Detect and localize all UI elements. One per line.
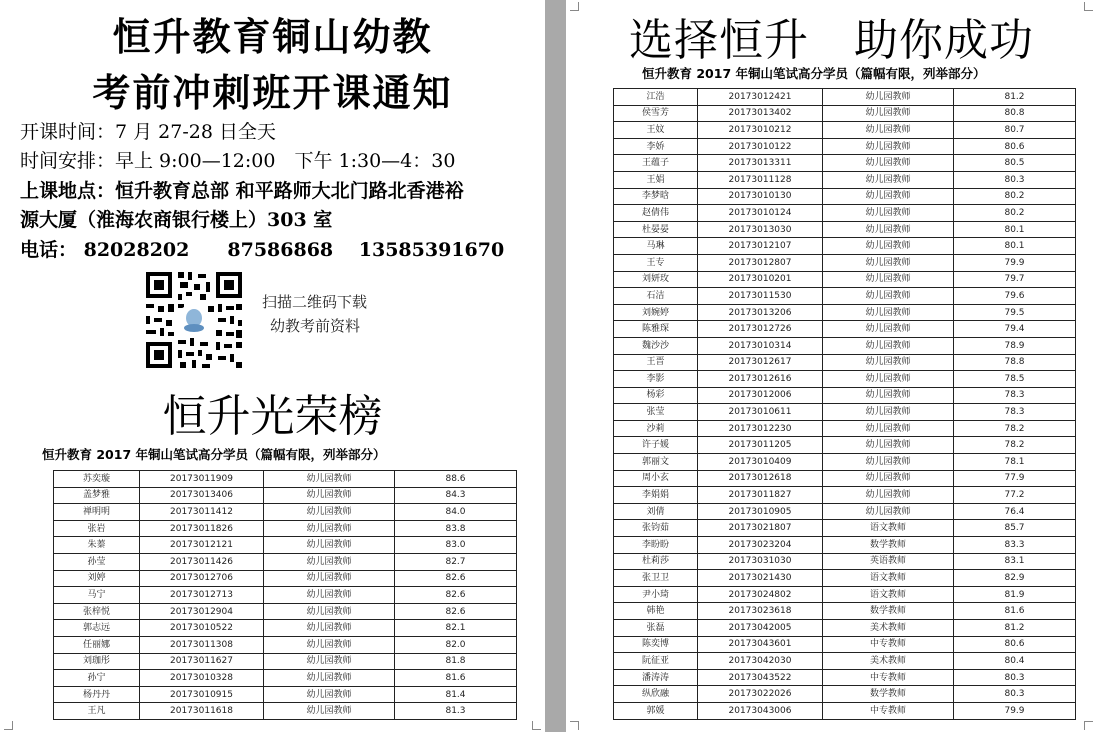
name-cell: 马琳 bbox=[614, 238, 698, 255]
table-row bbox=[614, 138, 1076, 155]
score-cell: 78.8 bbox=[954, 354, 1076, 371]
exam-number-cell: 20173010124 bbox=[698, 205, 823, 222]
position-cell: 中专教师 bbox=[823, 636, 954, 653]
exam-number-cell: 20173042005 bbox=[698, 620, 823, 637]
exam-number-cell: 20173011412 bbox=[140, 504, 264, 521]
exam-number-cell: 20173013406 bbox=[140, 487, 264, 504]
slogan-title: 选择恒升 助你成功 bbox=[629, 15, 1034, 66]
position-cell: 幼儿园教师 bbox=[823, 420, 954, 437]
table-row bbox=[614, 304, 1076, 321]
score-cell: 88.6 bbox=[395, 471, 517, 488]
name-cell: 王晋 bbox=[614, 354, 698, 371]
name-cell: 陈奕博 bbox=[614, 636, 698, 653]
table-row bbox=[614, 354, 1076, 371]
exam-number-cell: 20173012904 bbox=[140, 603, 264, 620]
score-cell: 78.2 bbox=[954, 437, 1076, 454]
position-cell: 数学教师 bbox=[823, 537, 954, 554]
position-cell: 幼儿园教师 bbox=[823, 105, 954, 122]
exam-number-cell: 20173012421 bbox=[698, 89, 823, 106]
name-cell: 魏沙沙 bbox=[614, 337, 698, 354]
exam-number-cell: 20173010611 bbox=[698, 404, 823, 421]
position-cell: 幼儿园教师 bbox=[823, 321, 954, 338]
location-text-line1: 上课地点：恒升教育总部 和平路师大北门路北香港裕 bbox=[20, 180, 464, 202]
position-cell: 幼儿园教师 bbox=[264, 471, 395, 488]
score-cell: 80.8 bbox=[954, 105, 1076, 122]
score-cell: 77.2 bbox=[954, 487, 1076, 504]
exam-number-cell: 20173010522 bbox=[140, 620, 264, 637]
name-cell: 王娟 bbox=[614, 171, 698, 188]
score-cell: 85.7 bbox=[954, 520, 1076, 537]
position-cell: 语文教师 bbox=[823, 570, 954, 587]
position-cell: 幼儿园教师 bbox=[823, 171, 954, 188]
exam-number-cell: 20173012713 bbox=[140, 587, 264, 604]
score-cell: 82.7 bbox=[395, 553, 517, 570]
score-cell: 81.4 bbox=[395, 686, 517, 703]
name-cell: 江浩 bbox=[614, 89, 698, 106]
position-cell: 幼儿园教师 bbox=[264, 603, 395, 620]
score-cell: 80.7 bbox=[954, 122, 1076, 139]
score-cell: 80.5 bbox=[954, 155, 1076, 172]
position-cell: 中专教师 bbox=[823, 702, 954, 719]
position-cell: 幼儿园教师 bbox=[823, 404, 954, 421]
exam-number-cell: 20173011618 bbox=[140, 703, 264, 720]
table-row bbox=[54, 553, 517, 570]
position-cell: 幼儿园教师 bbox=[823, 221, 954, 238]
table-row bbox=[54, 587, 517, 604]
score-cell: 82.6 bbox=[395, 603, 517, 620]
table-row bbox=[614, 122, 1076, 139]
name-cell: 张钧茹 bbox=[614, 520, 698, 537]
page-corner-mark bbox=[4, 721, 13, 730]
name-cell: 郭媛 bbox=[614, 702, 698, 719]
qr-caption-line1: 扫描二维码下载 bbox=[262, 293, 368, 311]
name-cell: 刘婷 bbox=[54, 570, 140, 587]
name-cell: 王专 bbox=[614, 254, 698, 271]
table-row bbox=[614, 503, 1076, 520]
exam-number-cell: 20173011827 bbox=[698, 487, 823, 504]
score-cell: 81.9 bbox=[954, 586, 1076, 603]
name-cell: 张梓悦 bbox=[54, 603, 140, 620]
exam-number-cell: 20173021430 bbox=[698, 570, 823, 587]
exam-number-cell: 20173012726 bbox=[698, 321, 823, 338]
exam-number-cell: 20173010314 bbox=[698, 337, 823, 354]
name-cell: 苏奕璇 bbox=[54, 471, 140, 488]
table-row bbox=[614, 653, 1076, 670]
table-row bbox=[614, 686, 1076, 703]
table-row bbox=[54, 703, 517, 720]
exam-number-cell: 20173010201 bbox=[698, 271, 823, 288]
exam-number-cell: 20173013030 bbox=[698, 221, 823, 238]
exam-number-cell: 20173012807 bbox=[698, 254, 823, 271]
score-cell: 82.6 bbox=[395, 587, 517, 604]
position-cell: 幼儿园教师 bbox=[823, 437, 954, 454]
position-cell: 幼儿园教师 bbox=[823, 205, 954, 222]
exam-number-cell: 20173012121 bbox=[140, 537, 264, 554]
position-cell: 幼儿园教师 bbox=[823, 337, 954, 354]
score-cell: 80.6 bbox=[954, 138, 1076, 155]
name-cell: 王妏 bbox=[614, 122, 698, 139]
table-row bbox=[614, 188, 1076, 205]
exam-number-cell: 20173010328 bbox=[140, 670, 264, 687]
score-cell: 83.8 bbox=[395, 520, 517, 537]
table-row bbox=[614, 636, 1076, 653]
position-cell: 幼儿园教师 bbox=[264, 570, 395, 587]
position-cell: 幼儿园教师 bbox=[823, 254, 954, 271]
position-cell: 幼儿园教师 bbox=[823, 188, 954, 205]
name-cell: 沙莉 bbox=[614, 420, 698, 437]
name-cell: 孙宁 bbox=[54, 670, 140, 687]
position-cell: 幼儿园教师 bbox=[264, 636, 395, 653]
document-page-left bbox=[0, 0, 545, 732]
qr-caption bbox=[262, 290, 367, 338]
name-cell: 刘妍玫 bbox=[614, 271, 698, 288]
exam-number-cell: 20173010409 bbox=[698, 454, 823, 471]
exam-number-cell: 20173011426 bbox=[140, 553, 264, 570]
exam-number-cell: 20173042030 bbox=[698, 653, 823, 670]
name-cell: 侯雪芳 bbox=[614, 105, 698, 122]
qr-caption-line2: 幼教考前资料 bbox=[270, 317, 361, 335]
name-cell: 盖梦雅 bbox=[54, 487, 140, 504]
position-cell: 幼儿园教师 bbox=[823, 454, 954, 471]
score-cell: 83.1 bbox=[954, 553, 1076, 570]
table-row bbox=[614, 321, 1076, 338]
name-cell: 郭志远 bbox=[54, 620, 140, 637]
exam-number-cell: 20173023204 bbox=[698, 537, 823, 554]
score-cell: 78.3 bbox=[954, 404, 1076, 421]
score-cell: 78.9 bbox=[954, 337, 1076, 354]
exam-number-cell: 20173012616 bbox=[698, 371, 823, 388]
score-cell: 79.6 bbox=[954, 288, 1076, 305]
position-cell: 数学教师 bbox=[823, 603, 954, 620]
score-cell: 78.2 bbox=[954, 420, 1076, 437]
name-cell: 韩艳 bbox=[614, 603, 698, 620]
page-corner-mark bbox=[1084, 721, 1093, 730]
table-row bbox=[614, 221, 1076, 238]
page-corner-mark bbox=[570, 721, 579, 730]
score-cell: 81.6 bbox=[954, 603, 1076, 620]
table-row bbox=[54, 686, 517, 703]
right-table-title: 恒升教育 2017 年铜山笔试高分学员（篇幅有限，列举部分） bbox=[642, 66, 986, 81]
score-cell: 81.8 bbox=[395, 653, 517, 670]
table-row bbox=[614, 420, 1076, 437]
score-cell: 76.4 bbox=[954, 503, 1076, 520]
exam-number-cell: 20173012107 bbox=[698, 238, 823, 255]
table-row bbox=[614, 669, 1076, 686]
table-row bbox=[614, 570, 1076, 587]
name-cell: 刘倩 bbox=[614, 503, 698, 520]
position-cell: 幼儿园教师 bbox=[823, 354, 954, 371]
table-row bbox=[54, 653, 517, 670]
table-row bbox=[614, 238, 1076, 255]
name-cell: 王凡 bbox=[54, 703, 140, 720]
exam-number-cell: 20173011627 bbox=[140, 653, 264, 670]
exam-number-cell: 20173043522 bbox=[698, 669, 823, 686]
name-cell: 朱蓁 bbox=[54, 537, 140, 554]
exam-number-cell: 20173013402 bbox=[698, 105, 823, 122]
table-row bbox=[54, 636, 517, 653]
phone-text: 电话： 82028202 87586868 13585391670 bbox=[20, 239, 505, 261]
score-cell: 78.1 bbox=[954, 454, 1076, 471]
exam-number-cell: 20173012617 bbox=[698, 354, 823, 371]
notice-title-line2: 考前冲刺班开课通知 bbox=[92, 71, 453, 115]
name-cell: 李娇 bbox=[614, 138, 698, 155]
name-cell: 刘婉婷 bbox=[614, 304, 698, 321]
score-cell: 81.6 bbox=[395, 670, 517, 687]
table-row bbox=[614, 254, 1076, 271]
position-cell: 幼儿园教师 bbox=[823, 371, 954, 388]
name-cell: 杜晏晏 bbox=[614, 221, 698, 238]
page-corner-mark bbox=[532, 721, 541, 730]
exam-number-cell: 20173024802 bbox=[698, 586, 823, 603]
position-cell: 幼儿园教师 bbox=[823, 288, 954, 305]
name-cell: 石洁 bbox=[614, 288, 698, 305]
position-cell: 语文教师 bbox=[823, 520, 954, 537]
table-row bbox=[614, 271, 1076, 288]
name-cell: 纵欣融 bbox=[614, 686, 698, 703]
score-cell: 82.9 bbox=[954, 570, 1076, 587]
name-cell: 王蕴子 bbox=[614, 155, 698, 172]
left-score-table bbox=[53, 470, 517, 720]
name-cell: 禅明明 bbox=[54, 504, 140, 521]
position-cell: 幼儿园教师 bbox=[823, 122, 954, 139]
name-cell: 周小玄 bbox=[614, 470, 698, 487]
table-row bbox=[614, 437, 1076, 454]
score-cell: 81.2 bbox=[954, 620, 1076, 637]
score-cell: 81.3 bbox=[395, 703, 517, 720]
position-cell: 中专教师 bbox=[823, 669, 954, 686]
exam-number-cell: 20173011128 bbox=[698, 171, 823, 188]
score-cell: 79.9 bbox=[954, 254, 1076, 271]
table-row bbox=[614, 337, 1076, 354]
name-cell: 李娟娟 bbox=[614, 487, 698, 504]
name-cell: 张卫卫 bbox=[614, 570, 698, 587]
exam-number-cell: 20173010915 bbox=[140, 686, 264, 703]
exam-number-cell: 20173010130 bbox=[698, 188, 823, 205]
score-cell: 79.9 bbox=[954, 702, 1076, 719]
exam-number-cell: 20173011530 bbox=[698, 288, 823, 305]
position-cell: 幼儿园教师 bbox=[264, 703, 395, 720]
score-cell: 80.6 bbox=[954, 636, 1076, 653]
table-row bbox=[54, 504, 517, 521]
position-cell: 幼儿园教师 bbox=[823, 238, 954, 255]
exam-number-cell: 20173011909 bbox=[140, 471, 264, 488]
position-cell: 语文教师 bbox=[823, 586, 954, 603]
name-cell: 赵倩伟 bbox=[614, 205, 698, 222]
table-row bbox=[614, 205, 1076, 222]
position-cell: 英语教师 bbox=[823, 553, 954, 570]
position-cell: 幼儿园教师 bbox=[264, 686, 395, 703]
table-row bbox=[614, 553, 1076, 570]
score-cell: 80.3 bbox=[954, 686, 1076, 703]
table-row bbox=[614, 603, 1076, 620]
exam-number-cell: 20173013311 bbox=[698, 155, 823, 172]
score-cell: 78.5 bbox=[954, 371, 1076, 388]
position-cell: 幼儿园教师 bbox=[264, 587, 395, 604]
name-cell: 张莹 bbox=[614, 404, 698, 421]
exam-number-cell: 20173011308 bbox=[140, 636, 264, 653]
exam-number-cell: 20173022026 bbox=[698, 686, 823, 703]
table-row bbox=[54, 471, 517, 488]
position-cell: 美术教师 bbox=[823, 653, 954, 670]
position-cell: 数学教师 bbox=[823, 686, 954, 703]
exam-number-cell: 20173012230 bbox=[698, 420, 823, 437]
position-cell: 幼儿园教师 bbox=[264, 670, 395, 687]
position-cell: 幼儿园教师 bbox=[264, 553, 395, 570]
position-cell: 幼儿园教师 bbox=[264, 653, 395, 670]
score-cell: 80.1 bbox=[954, 221, 1076, 238]
exam-number-cell: 20173010905 bbox=[698, 503, 823, 520]
table-row bbox=[614, 586, 1076, 603]
score-cell: 84.0 bbox=[395, 504, 517, 521]
exam-number-cell: 20173012618 bbox=[698, 470, 823, 487]
table-row bbox=[614, 470, 1076, 487]
exam-number-cell: 20173013206 bbox=[698, 304, 823, 321]
exam-number-cell: 20173043006 bbox=[698, 702, 823, 719]
name-cell: 孙莹 bbox=[54, 553, 140, 570]
score-cell: 80.1 bbox=[954, 238, 1076, 255]
table-row bbox=[54, 570, 517, 587]
position-cell: 幼儿园教师 bbox=[264, 537, 395, 554]
exam-number-cell: 20173010212 bbox=[698, 122, 823, 139]
score-cell: 82.6 bbox=[395, 570, 517, 587]
name-cell: 刘珈彤 bbox=[54, 653, 140, 670]
score-cell: 82.1 bbox=[395, 620, 517, 637]
position-cell: 幼儿园教师 bbox=[823, 271, 954, 288]
table-row bbox=[614, 89, 1076, 106]
location-text-line2: 源大厦（淮海农商银行楼上）303 室 bbox=[20, 209, 333, 231]
score-cell: 80.2 bbox=[954, 205, 1076, 222]
exam-number-cell: 20173012706 bbox=[140, 570, 264, 587]
exam-number-cell: 20173043601 bbox=[698, 636, 823, 653]
name-cell: 陈雅琛 bbox=[614, 321, 698, 338]
exam-number-cell: 20173021807 bbox=[698, 520, 823, 537]
table-row bbox=[614, 105, 1076, 122]
name-cell: 张磊 bbox=[614, 620, 698, 637]
position-cell: 幼儿园教师 bbox=[823, 487, 954, 504]
position-cell: 幼儿园教师 bbox=[264, 620, 395, 637]
score-cell: 80.3 bbox=[954, 171, 1076, 188]
exam-number-cell: 20173023618 bbox=[698, 603, 823, 620]
table-row bbox=[614, 387, 1076, 404]
document-page-right bbox=[566, 0, 1097, 732]
table-row bbox=[54, 620, 517, 637]
score-cell: 79.4 bbox=[954, 321, 1076, 338]
notice-title-line1: 恒升教育铜山幼教 bbox=[112, 15, 433, 59]
left-table-title: 恒升教育 2017 年铜山笔试高分学员（篇幅有限，列举部分） bbox=[42, 447, 386, 462]
score-cell: 83.0 bbox=[395, 537, 517, 554]
honor-roll-title: 恒升光荣榜 bbox=[162, 391, 383, 442]
position-cell: 幼儿园教师 bbox=[264, 487, 395, 504]
exam-number-cell: 20173011205 bbox=[698, 437, 823, 454]
table-row bbox=[614, 487, 1076, 504]
position-cell: 幼儿园教师 bbox=[823, 155, 954, 172]
table-row bbox=[614, 371, 1076, 388]
name-cell: 任丽娜 bbox=[54, 636, 140, 653]
name-cell: 尹小琦 bbox=[614, 586, 698, 603]
exam-number-cell: 20173011826 bbox=[140, 520, 264, 537]
score-cell: 83.3 bbox=[954, 537, 1076, 554]
score-cell: 80.4 bbox=[954, 653, 1076, 670]
exam-number-cell: 20173031030 bbox=[698, 553, 823, 570]
score-cell: 82.0 bbox=[395, 636, 517, 653]
table-row bbox=[54, 603, 517, 620]
name-cell: 杨丹丹 bbox=[54, 686, 140, 703]
name-cell: 马宁 bbox=[54, 587, 140, 604]
position-cell: 幼儿园教师 bbox=[823, 503, 954, 520]
class-time-text: 开课时间：7 月 27-28 日全天 bbox=[20, 121, 276, 143]
table-row bbox=[614, 404, 1076, 421]
position-cell: 幼儿园教师 bbox=[823, 89, 954, 106]
table-row bbox=[54, 520, 517, 537]
score-cell: 78.3 bbox=[954, 387, 1076, 404]
schedule-text: 时间安排：早上 9:00—12:00 下午 1:30—4：30 bbox=[20, 150, 456, 172]
position-cell: 美术教师 bbox=[823, 620, 954, 637]
name-cell: 许子媛 bbox=[614, 437, 698, 454]
name-cell: 杨彩 bbox=[614, 387, 698, 404]
table-row bbox=[614, 454, 1076, 471]
position-cell: 幼儿园教师 bbox=[264, 504, 395, 521]
name-cell: 杜莉莎 bbox=[614, 553, 698, 570]
table-row bbox=[614, 155, 1076, 172]
qr-code-icon bbox=[142, 268, 246, 372]
position-cell: 幼儿园教师 bbox=[264, 520, 395, 537]
table-row bbox=[614, 520, 1076, 537]
score-cell: 77.9 bbox=[954, 470, 1076, 487]
table-row bbox=[54, 487, 517, 504]
position-cell: 幼儿园教师 bbox=[823, 387, 954, 404]
name-cell: 李盼盼 bbox=[614, 537, 698, 554]
table-row bbox=[614, 702, 1076, 719]
right-score-table bbox=[613, 88, 1076, 720]
position-cell: 幼儿园教师 bbox=[823, 470, 954, 487]
name-cell: 李影 bbox=[614, 371, 698, 388]
table-row bbox=[54, 537, 517, 554]
table-row bbox=[614, 537, 1076, 554]
score-cell: 80.2 bbox=[954, 188, 1076, 205]
score-cell: 80.3 bbox=[954, 669, 1076, 686]
qr-code bbox=[142, 268, 246, 372]
name-cell: 潘涛涛 bbox=[614, 669, 698, 686]
name-cell: 郭丽文 bbox=[614, 454, 698, 471]
position-cell: 幼儿园教师 bbox=[823, 304, 954, 321]
exam-number-cell: 20173010122 bbox=[698, 138, 823, 155]
position-cell: 幼儿园教师 bbox=[823, 138, 954, 155]
table-row bbox=[614, 620, 1076, 637]
score-cell: 81.2 bbox=[954, 89, 1076, 106]
score-cell: 79.7 bbox=[954, 271, 1076, 288]
score-cell: 84.3 bbox=[395, 487, 517, 504]
name-cell: 张岩 bbox=[54, 520, 140, 537]
exam-number-cell: 20173012006 bbox=[698, 387, 823, 404]
table-row bbox=[54, 670, 517, 687]
table-row bbox=[614, 171, 1076, 188]
score-cell: 79.5 bbox=[954, 304, 1076, 321]
name-cell: 阮征亚 bbox=[614, 653, 698, 670]
name-cell: 李梦晗 bbox=[614, 188, 698, 205]
table-row bbox=[614, 288, 1076, 305]
